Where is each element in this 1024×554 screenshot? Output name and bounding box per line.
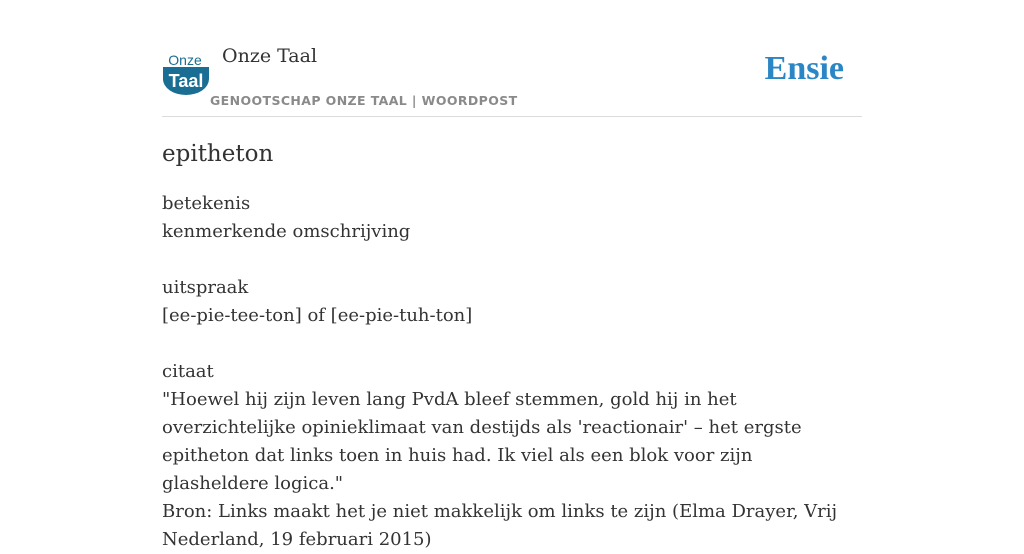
ensie-logo[interactable]: Ensie [764,50,844,87]
entry-body [162,190,862,554]
entry-content [162,138,862,554]
pronunciation-text: [ee-pie-tee-ton] of [ee-pie-tuh-ton] [162,305,473,326]
pronunciation-label: uitspraak [162,277,249,298]
meaning-text: kenmerkende omschrijving [162,221,411,242]
meaning-label: betekenis [162,193,251,214]
quote-text: "Hoewel hij zijn leven lang PvdA bleef stemmen, gold hij in het overzichtelijke opinieklimaat van destijds als 'reactionair' – het ergste epitheton dat links toen in huis had. Ik viel als een blok voor zijn glasheldere logica." [162,389,802,494]
quote-label: citaat [162,361,214,382]
onze-taal-logo[interactable] [162,53,210,95]
entry-term: epitheton [162,141,274,167]
logo-bottom-text: Taal [168,71,204,91]
logo-top-text: Onze [168,52,202,68]
site-subtitle: GENOOTSCHAP ONZE TAAL | WOORDPOST [210,93,518,108]
site-header [162,40,862,117]
section-spacer [162,246,862,274]
quote-source: Bron: Links maakt het je niet makkelijk om links te zijn (Elma Drayer, Vrij Nederland, 19 februari 2015) [162,501,838,550]
site-name[interactable]: Onze Taal [222,45,318,67]
section-spacer [162,330,862,358]
